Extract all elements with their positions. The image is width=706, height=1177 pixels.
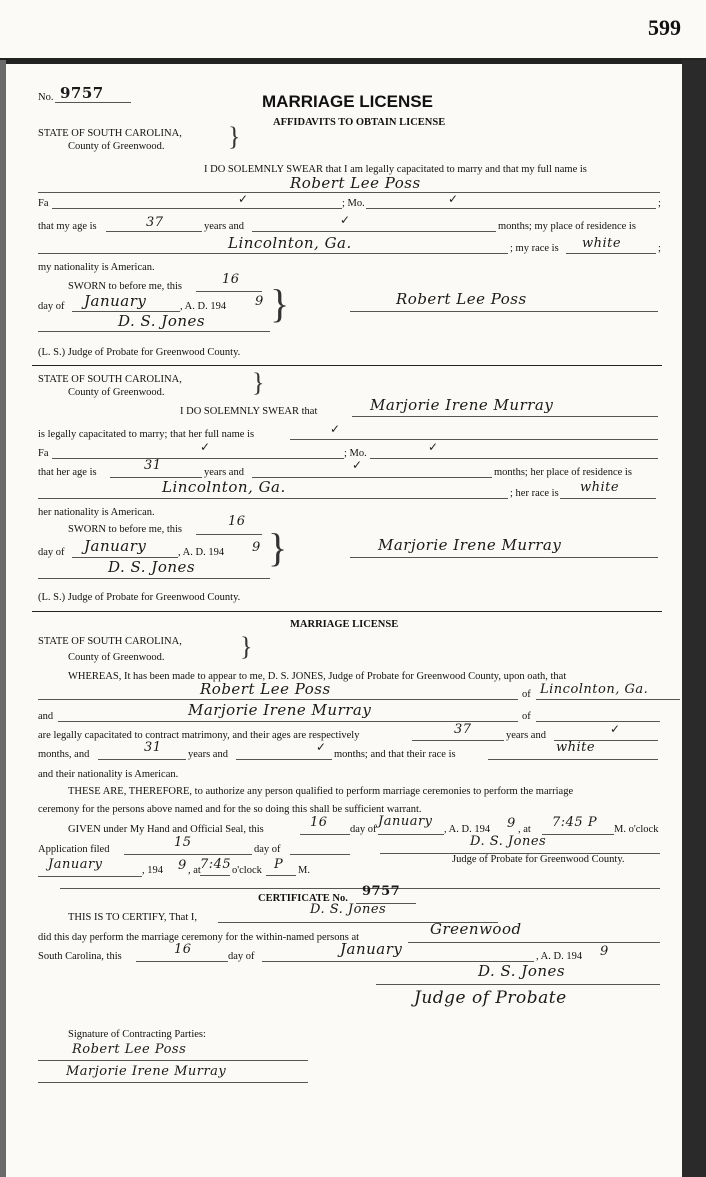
- license-given-ad: , A. D. 194: [444, 824, 491, 835]
- bride-mo-line: [370, 458, 658, 459]
- certificate-day-of: day of: [228, 951, 255, 962]
- license-bride-months-line: [236, 759, 332, 760]
- bride-fullname-line: [290, 439, 658, 440]
- divider-2: [32, 611, 662, 612]
- groom-judge-signature: D. S. Jones: [118, 312, 206, 330]
- certificate-sc-this: South Carolina, this: [38, 951, 122, 962]
- bride-nationality: her nationality is American.: [38, 507, 155, 518]
- bride-sworn-brace: }: [268, 525, 288, 570]
- scan-top-edge: [0, 58, 706, 64]
- groom-swear-text: I DO SOLEMNLY SWEAR that I am legally capacitated to marry and that my full name is: [204, 164, 587, 175]
- certificate-month: January: [340, 940, 403, 958]
- license-time-line: [542, 834, 614, 835]
- license-years-and: years and: [506, 730, 546, 741]
- license-state-brace: }: [240, 632, 253, 661]
- license-app-dayof-line: [290, 854, 350, 855]
- license-years-and-2: years and: [188, 749, 228, 760]
- license-groom-res-line: [536, 699, 680, 700]
- license-groom-name: Robert Lee Poss: [200, 680, 331, 698]
- certificate-sig-name: D. S. Jones: [478, 962, 566, 980]
- groom-signature: Robert Lee Poss: [396, 290, 527, 308]
- license-judge-signature: D. S. Jones: [470, 834, 547, 849]
- groom-day-of: day of: [38, 301, 65, 312]
- groom-sworn-line: [196, 291, 262, 292]
- certificate-day: 16: [174, 942, 192, 957]
- license-given-month-line: [378, 834, 444, 835]
- license-at-label: , at: [518, 824, 531, 835]
- bride-signature-line: [350, 557, 658, 558]
- license-no-value: 9757: [60, 84, 104, 102]
- groom-years-and: years and: [204, 221, 244, 232]
- groom-mo-check: ✓: [448, 192, 459, 206]
- bride-age: 31: [144, 458, 162, 473]
- certificate-parties-label: Signature of Contracting Parties:: [68, 1029, 206, 1040]
- license-no-label: No.: [38, 92, 54, 103]
- license-nationality: and their nationality is American.: [38, 769, 179, 780]
- bride-name-line: [352, 416, 658, 417]
- certificate-perform-text: did this day perform the marriage ceremony for the within-named persons at: [38, 932, 360, 943]
- groom-fa-line: [52, 208, 342, 209]
- license-app-day-line: [124, 854, 252, 855]
- bride-name-line-value: Marjorie Irene Murray: [370, 396, 554, 414]
- groom-judge-sig-line: [38, 331, 270, 332]
- license-groom-age-line: [412, 740, 504, 741]
- groom-ls-label: (L. S.) Judge of Probate for Greenwood County.: [38, 347, 241, 358]
- license-given-day: 16: [310, 815, 328, 830]
- certificate-year: 9: [600, 944, 609, 959]
- bride-fa-line: [52, 458, 344, 459]
- license-groom-residence: Lincolnton, Ga.: [540, 682, 649, 697]
- groom-fa-label: Fa: [38, 198, 49, 209]
- scan-right-edge: [682, 60, 706, 1177]
- license-whereas-text: WHEREAS, It has been made to appear to me, D. S. JONES, Judge of Probate for Greenwood County, upon oath, that: [68, 671, 567, 682]
- groom-residence-line: [38, 253, 508, 254]
- groom-nationality: my nationality is American.: [38, 262, 155, 273]
- document-title: MARRIAGE LICENSE: [262, 92, 433, 111]
- groom-full-name: Robert Lee Poss: [290, 174, 421, 192]
- bride-state: STATE OF SOUTH CAROLINA,: [38, 374, 182, 385]
- groom-state: STATE OF SOUTH CAROLINA,: [38, 128, 182, 139]
- certificate-party-1-line: [38, 1060, 308, 1061]
- bride-residence-line: [38, 498, 508, 499]
- groom-mo-semicolon: ;: [658, 198, 661, 209]
- license-of-label-2: of: [522, 711, 531, 722]
- license-groom-line: [38, 699, 518, 700]
- page-number: 599: [648, 15, 681, 40]
- groom-age: 37: [146, 215, 164, 230]
- bride-sworn-line: [196, 534, 262, 535]
- license-therefore-1: THESE ARE, THEREFORE, to authorize any person qualified to perform marriage ceremonies to perform the marriage: [68, 786, 574, 797]
- license-judge-title: Judge of Probate for Greenwood County.: [452, 854, 625, 865]
- certificate-sig-line: [376, 984, 660, 985]
- groom-residence: Lincolnton, Ga.: [228, 234, 352, 252]
- groom-race-line: [566, 253, 656, 254]
- certificate-party-1: Robert Lee Poss: [72, 1042, 187, 1057]
- license-groom-age: 37: [454, 722, 472, 737]
- license-app-at: , at: [188, 865, 201, 876]
- groom-signature-line: [350, 311, 658, 312]
- license-app-month-line: [38, 876, 142, 877]
- groom-sworn-day: 16: [222, 272, 240, 287]
- bride-sworn-label: SWORN to before me, this: [68, 524, 183, 535]
- groom-months-check: ✓: [340, 213, 351, 227]
- license-app-day: 15: [174, 835, 192, 850]
- groom-sworn-brace: }: [270, 281, 290, 326]
- groom-mo-line: [366, 208, 656, 209]
- license-app-pm: P: [274, 857, 284, 872]
- bride-judge-signature: D. S. Jones: [108, 558, 196, 576]
- license-given-month: January: [378, 814, 433, 829]
- license-app-day-of: day of: [254, 844, 281, 855]
- license-race-text: months; and that their race is: [334, 749, 456, 760]
- license-bride-res-line: [536, 721, 660, 722]
- license-bride-age: 31: [144, 740, 162, 755]
- certificate-sig-title: Judge of Probate: [414, 988, 567, 1008]
- license-bride-months-check: ✓: [316, 740, 327, 754]
- bride-ad-label: , A. D. 194: [178, 547, 225, 558]
- license-given-time: 7:45 P: [552, 815, 598, 830]
- document-subtitle: AFFIDAVITS TO OBTAIN LICENSE: [273, 117, 446, 128]
- groom-race-label: ; my race is: [510, 243, 559, 254]
- groom-name-line: [38, 192, 660, 193]
- bride-state-brace: }: [252, 368, 265, 397]
- bride-mo-label: ; Mo.: [344, 448, 367, 459]
- license-given-text: GIVEN under My Hand and Official Seal, this: [68, 824, 264, 835]
- bride-fa-label: Fa: [38, 448, 49, 459]
- license-no-line: [55, 102, 131, 103]
- license-app-month: January: [48, 857, 103, 872]
- groom-state-brace: }: [228, 122, 241, 151]
- groom-age-label: that my age is: [38, 221, 97, 232]
- groom-race-semicolon: ;: [658, 243, 661, 254]
- license-bride-name: Marjorie Irene Murray: [188, 701, 372, 719]
- bride-months-residence: months; her place of residence is: [494, 467, 632, 478]
- groom-months-residence: months; my place of residence is: [498, 221, 636, 232]
- bride-months-check: ✓: [352, 458, 363, 472]
- certificate-ad: , A. D. 194: [536, 951, 583, 962]
- license-county: County of Greenwood.: [68, 652, 165, 663]
- bride-years-and: years and: [204, 467, 244, 478]
- license-app-time-line: [200, 875, 230, 876]
- license-months-and: months, and: [38, 749, 90, 760]
- bride-race-label: ; her race is: [510, 488, 559, 499]
- bride-residence: Lincolnton, Ga.: [162, 478, 286, 496]
- license-therefore-2: ceremony for the persons above named and for the so doing this shall be sufficient warrant.: [38, 804, 422, 815]
- bride-race-line: [560, 498, 656, 499]
- license-state: STATE OF SOUTH CAROLINA,: [38, 636, 182, 647]
- license-given-day-line: [300, 834, 350, 835]
- bride-judge-sig-line: [38, 578, 270, 579]
- bride-year-digit: 9: [252, 540, 261, 555]
- license-race-line: [488, 759, 658, 760]
- groom-race: white: [582, 236, 622, 251]
- bride-race: white: [580, 480, 620, 495]
- license-and-label: and: [38, 711, 54, 722]
- groom-ad-label: , A. D. 194: [180, 301, 227, 312]
- bride-signature: Marjorie Irene Murray: [378, 536, 562, 554]
- groom-fa-check: ✓: [238, 192, 249, 206]
- certificate-label: CERTIFICATE No.: [258, 893, 348, 904]
- license-app-pm-line: [266, 875, 296, 876]
- license-bride-line: [58, 721, 518, 722]
- certificate-day-line: [136, 961, 228, 962]
- groom-year-digit: 9: [255, 294, 264, 309]
- license-given-year: 9: [507, 816, 516, 831]
- bride-age-label: that her age is: [38, 467, 97, 478]
- certificate-party-2-line: [38, 1082, 308, 1083]
- bride-sworn-day: 16: [228, 514, 246, 529]
- license-app-filed: Application filed: [38, 844, 110, 855]
- bride-day-of: day of: [38, 547, 65, 558]
- scan-left-edge: [0, 60, 6, 1177]
- license-app-time: 7:45: [200, 857, 232, 872]
- bride-swear-text: I DO SOLEMNLY SWEAR that: [180, 406, 318, 417]
- license-heading: MARRIAGE LICENSE: [290, 619, 399, 630]
- bride-fa-check: ✓: [200, 440, 211, 454]
- license-bride-age-line: [98, 759, 186, 760]
- bride-capacitated-text: is legally capacitated to marry; that her full name is: [38, 429, 255, 440]
- license-given-day-of: day of: [350, 824, 377, 835]
- bride-county: County of Greenwood.: [68, 387, 165, 398]
- license-app-oclock: o'clock: [232, 865, 262, 876]
- certificate-top-rule: [60, 888, 660, 889]
- bride-ls-label: (L. S.) Judge of Probate for Greenwood County.: [38, 592, 241, 603]
- license-ages-text: are legally capacitated to contract matrimony, and their ages are respectively: [38, 730, 360, 741]
- license-race: white: [556, 740, 596, 755]
- license-of-label: of: [522, 689, 531, 700]
- groom-age-line: [106, 231, 202, 232]
- certificate-party-2: Marjorie Irene Murray: [66, 1064, 227, 1079]
- bride-mo-check: ✓: [428, 440, 439, 454]
- license-app-m: M.: [298, 865, 310, 876]
- bride-months-line: [252, 477, 492, 478]
- bride-fullname-check: ✓: [330, 422, 341, 436]
- groom-sworn-label: SWORN to before me, this: [68, 281, 183, 292]
- certificate-officiant: D. S. Jones: [310, 902, 387, 917]
- certificate-place: Greenwood: [430, 920, 522, 938]
- license-groom-months-check: ✓: [610, 722, 621, 736]
- license-oclock: M. o'clock: [614, 824, 659, 835]
- groom-county: County of Greenwood.: [68, 141, 165, 152]
- divider-1: [32, 365, 662, 366]
- license-app-year: 9: [178, 858, 187, 873]
- certificate-place-line: [408, 942, 660, 943]
- groom-months-line: [252, 231, 496, 232]
- certificate-number: 9757: [362, 884, 401, 899]
- bride-month: January: [84, 537, 147, 555]
- groom-month: January: [84, 292, 147, 310]
- license-app-year-text: , 194: [142, 865, 163, 876]
- groom-mo-label: ; Mo.: [342, 198, 365, 209]
- certificate-certify-text: THIS IS TO CERTIFY, That I,: [68, 912, 197, 923]
